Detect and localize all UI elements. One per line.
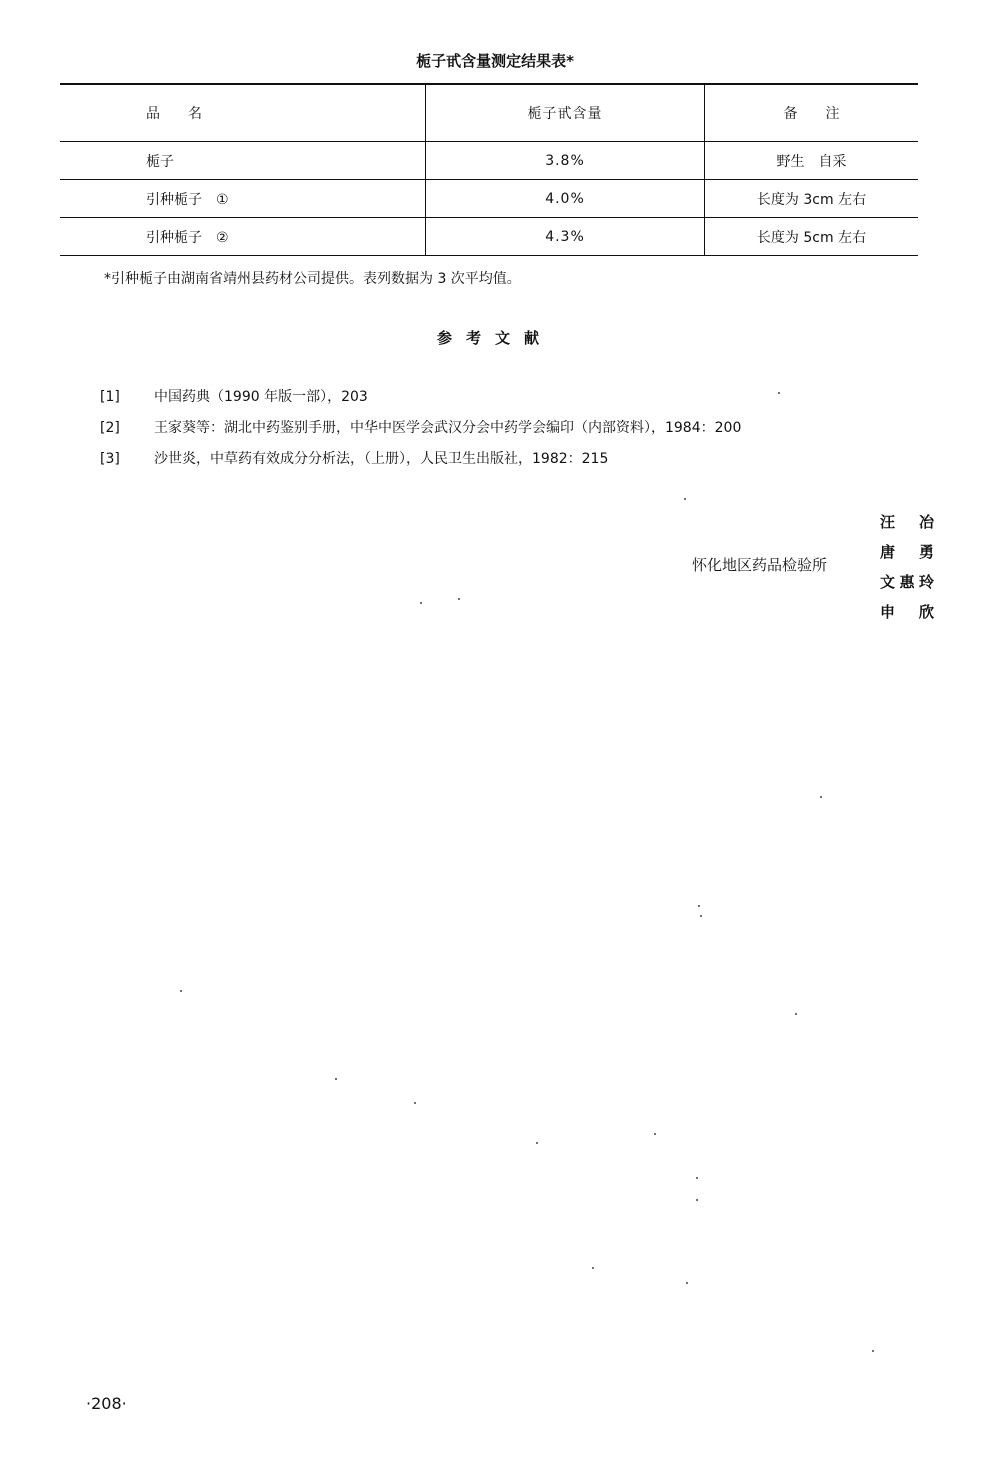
cell-product-name: 栀子 [60, 142, 426, 180]
table-footnote: *引种栀子由湖南省靖州县药材公司提供。表列数据为 3 次平均值。 [104, 271, 521, 287]
scan-speck [684, 498, 686, 500]
author-name: 文惠玲 [880, 573, 934, 591]
table-title: 栀子甙含量测定结果表* [416, 52, 574, 70]
scan-speck [592, 1267, 594, 1269]
table-row [60, 142, 918, 180]
cell-product-name: 引种栀子 ② [60, 218, 426, 256]
scan-speck [654, 1133, 656, 1135]
header-remarks: 备 注 [783, 106, 840, 122]
cell-remarks: 长度为 3cm 左右 [756, 191, 867, 208]
table-row [60, 180, 918, 218]
author-affiliation: 怀化地区药品检验所 [692, 556, 828, 574]
scan-speck [795, 1013, 797, 1015]
table-header-row [60, 84, 918, 142]
cell-product-name: 引种栀子 ① [60, 180, 426, 218]
cell-remarks: 长度为 5cm 左右 [756, 229, 867, 246]
reference-text: 沙世炎，中草药有效成分分析法，（上册），人民卫生出版社，1982：215 [154, 451, 609, 467]
author-name: 唐勇 [880, 543, 934, 561]
author-name: 申欣 [880, 603, 934, 621]
reference-number: [1] [100, 389, 120, 405]
scan-speck [778, 392, 780, 394]
scan-speck [180, 990, 182, 992]
scan-speck [696, 1177, 698, 1179]
references-heading: 参考文献 [436, 329, 553, 347]
scan-speck [872, 1350, 874, 1352]
author-list [880, 510, 934, 630]
scan-speck [696, 1199, 698, 1201]
scan-speck [458, 598, 460, 600]
scan-speck [335, 1078, 337, 1080]
results-table [60, 83, 918, 256]
scan-speck [420, 602, 422, 604]
cell-content: 4.0% [426, 180, 705, 218]
table-row [60, 218, 918, 256]
scan-speck [414, 1102, 416, 1104]
cell-content: 4.3% [426, 218, 705, 256]
reference-text: 中国药典（1990 年版一部），203 [154, 389, 368, 405]
scan-speck [686, 1282, 688, 1284]
author-name: 汪冶 [880, 513, 934, 531]
reference-item [100, 447, 741, 478]
cell-remarks: 野生 自采 [776, 153, 847, 170]
reference-number: [3] [100, 451, 120, 467]
reference-list [100, 385, 741, 478]
reference-text: 王家葵等：湖北中药鉴别手册，中华中医学会武汉分会中药学会编印（内部资料），1984：200 [154, 420, 742, 436]
reference-item [100, 385, 741, 416]
page-number: ·208· [86, 1394, 127, 1413]
reference-number: [2] [100, 420, 120, 436]
reference-item [100, 416, 741, 447]
header-product-name: 品 名 [60, 84, 426, 142]
scan-speck [536, 1142, 538, 1144]
header-content: 栀子甙含量 [426, 84, 705, 142]
scan-speck [820, 796, 822, 798]
scan-speck [700, 915, 702, 917]
scan-speck [698, 905, 700, 907]
cell-content: 3.8% [426, 142, 705, 180]
